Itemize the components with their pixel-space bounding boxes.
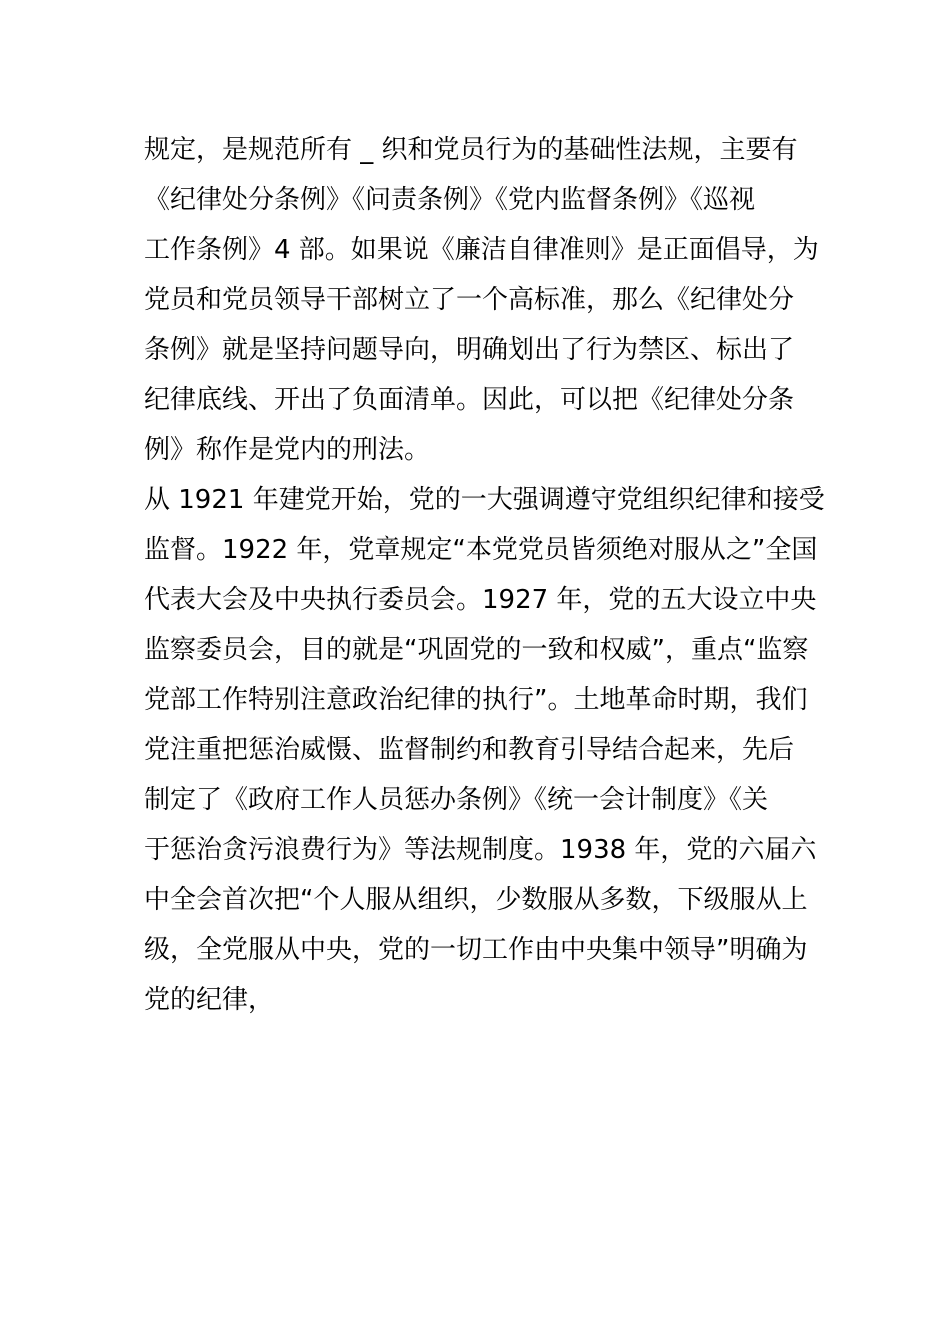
text-line: 制定了《政府工作人员惩办条例》《统一会计制度》《关: [144, 785, 769, 815]
text-line: 规定，是规范所有 _ 织和党员行为的基础性法规，主要有: [144, 135, 798, 165]
text-line: 中全会首次把“个人服从组织，少数服从多数，下级服从上: [144, 885, 808, 915]
text-line: 例》称作是党内的刑法。: [144, 435, 431, 465]
text-line: 从 1921 年建党开始，党的一大强调遵守党组织纪律和接受: [144, 485, 825, 515]
text-line: 监察委员会，目的就是“巩固党的一致和权威”，重点“监察: [144, 635, 809, 665]
text-line: 监督。1922 年，党章规定“本党党员皆须绝对服从之”全国: [144, 535, 818, 565]
text-line: 《纪律处分条例》《问责条例》《党内监督条例》《巡视: [144, 185, 756, 215]
text-line: 代表大会及中央执行委员会。1927 年，党的五大设立中央: [144, 585, 817, 615]
text-line: 党注重把惩治威慑、监督制约和教育引导结合起来，先后: [144, 735, 795, 765]
text-line: 于惩治贪污浪费行为》等法规制度。1938 年，党的六届六: [144, 835, 817, 865]
text-line: 党的纪律，: [144, 985, 275, 1015]
text-line: 党部工作特别注意政治纪律的执行”。土地革命时期，我们: [144, 685, 808, 715]
text-line: 级，全党服从中央，党的一切工作由中央集中领导”明确为: [144, 935, 808, 965]
text-line: 纪律底线、开出了负面清单。因此，可以把《纪律处分条: [144, 385, 795, 415]
body-text: [144, 125, 825, 1025]
text-line: 工作条例》4 部。如果说《廉洁自律准则》是正面倡导，为: [144, 235, 819, 265]
text-line: 党员和党员领导干部树立了一个高标准，那么《纪律处分: [144, 285, 795, 315]
text-line: 条例》就是坚持问题导向，明确划出了行为禁区、标出了: [144, 335, 795, 365]
